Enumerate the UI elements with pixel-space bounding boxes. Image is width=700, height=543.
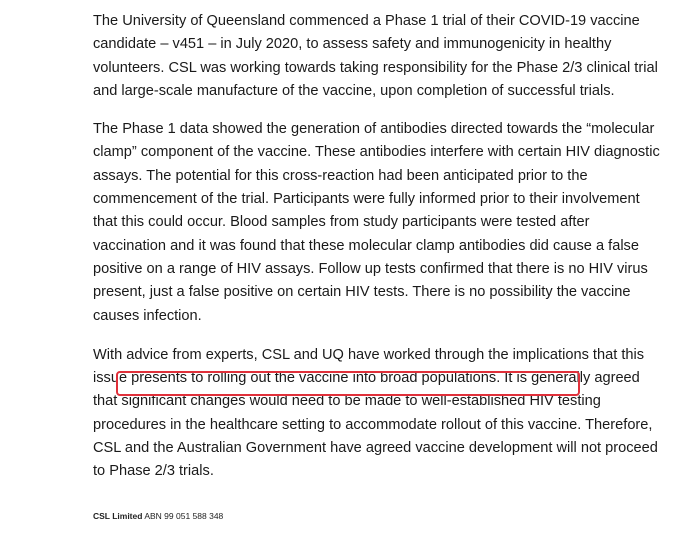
text-line: positive on a range of HIV assays. Follow up tests confirmed that there is no HIV virus — [93, 260, 648, 277]
footer — [93, 511, 223, 521]
text-line: procedures in the healthcare setting to accommodate rollout of this vaccine. Therefore, — [93, 416, 653, 433]
text-line: and large-scale manufacture of the vaccine, upon completion of successful trials. — [93, 82, 615, 99]
text-line: assays. The potential for this cross-reaction had been anticipated prior to the — [93, 167, 588, 184]
text-line: to Phase 2/3 trials. — [93, 463, 214, 480]
text-line: commencement of the trial. Participants were fully informed prior to their involvement — [93, 191, 640, 208]
company-abn: ABN 99 051 588 348 — [144, 511, 224, 521]
text-line: volunteers. CSL was working towards taking responsibility for the Phase 2/3 clinical trial — [93, 59, 658, 76]
document-body — [93, 10, 693, 484]
text-line: that significant changes would need to be made to well-established HIV testing — [93, 393, 601, 410]
paragraph-decision — [93, 344, 693, 484]
text-line: issue presents to rolling out the vaccine into broad populations. It is generally agreed — [93, 370, 640, 387]
text-line: The Phase 1 data showed the generation of antibodies directed towards the “molecular — [93, 121, 655, 138]
paragraph-trial-intro — [93, 10, 693, 103]
text-line: With advice from experts, CSL and UQ have worked through the implications that this — [93, 346, 645, 363]
company-name: CSL Limited — [93, 511, 143, 521]
text-line: candidate – v451 – in July 2020, to assess safety and immunogenicity in healthy — [93, 36, 612, 53]
text-line: clamp” component of the vaccine. These antibodies interfere with certain HIV diagnostic — [93, 144, 660, 161]
text-line: CSL and the Australian Government have agreed vaccine development will not proceed — [93, 440, 658, 457]
text-line: causes infection. — [93, 307, 202, 324]
text-line: vaccination and it was found that these molecular clamp antibodies did cause a false — [93, 237, 639, 254]
text-line: present, just a false positive on certain HIV tests. There is no possibility the vaccine — [93, 284, 631, 301]
paragraph-phase1-data — [93, 118, 693, 328]
text-line: The University of Queensland commenced a Phase 1 trial of their COVID-19 vaccine — [93, 13, 640, 29]
text-line: that this could occur. Blood samples from study participants were tested after — [93, 214, 590, 231]
